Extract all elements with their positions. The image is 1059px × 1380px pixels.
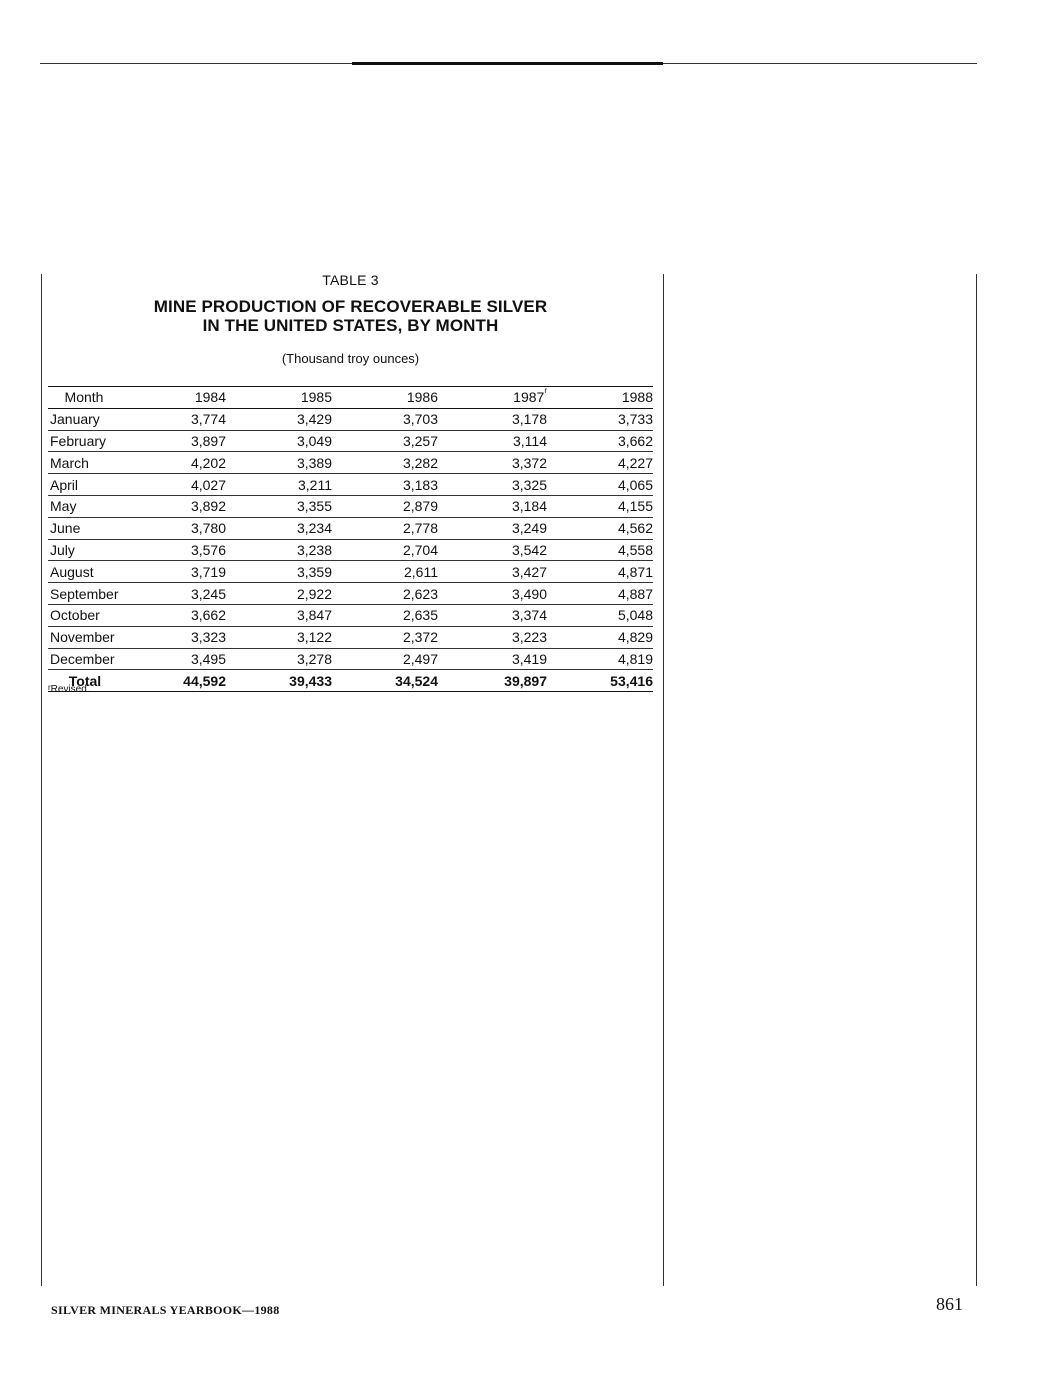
value-cell: 4,155: [547, 495, 653, 517]
table-row: [48, 583, 653, 605]
month-cell: March: [48, 452, 120, 474]
value-cell: 3,490: [438, 583, 547, 605]
value-cell: 4,829: [547, 626, 653, 648]
month-cell: May: [48, 495, 120, 517]
value-cell: 3,211: [226, 474, 332, 496]
month-cell: February: [48, 430, 120, 452]
value-cell: 39,897: [438, 670, 547, 692]
value-cell: 3,359: [226, 561, 332, 583]
value-cell: 3,733: [547, 408, 653, 430]
value-cell: 3,223: [438, 626, 547, 648]
column-rule-right: [976, 274, 977, 1286]
value-cell: 4,558: [547, 539, 653, 561]
production-table: [48, 386, 653, 692]
value-cell: 3,355: [226, 495, 332, 517]
value-cell: 3,892: [120, 495, 226, 517]
header-year-1985: 1985: [226, 387, 332, 409]
header-year-1986: 1986: [332, 387, 438, 409]
value-cell: 2,879: [332, 495, 438, 517]
header-year-1988: 1988: [547, 387, 653, 409]
table-row: [48, 430, 653, 452]
month-cell: August: [48, 561, 120, 583]
value-cell: 3,049: [226, 430, 332, 452]
value-cell: 3,114: [438, 430, 547, 452]
value-cell: 3,897: [120, 430, 226, 452]
month-cell: Total: [48, 670, 120, 692]
value-cell: 3,780: [120, 517, 226, 539]
value-cell: 3,323: [120, 626, 226, 648]
value-cell: 3,245: [120, 583, 226, 605]
value-cell: 3,372: [438, 452, 547, 474]
value-cell: 4,065: [547, 474, 653, 496]
value-cell: 3,495: [120, 648, 226, 670]
value-cell: 3,325: [438, 474, 547, 496]
column-rule-left: [41, 274, 42, 1286]
value-cell: 39,433: [226, 670, 332, 692]
table-row: [48, 604, 653, 626]
month-cell: January: [48, 408, 120, 430]
month-cell: July: [48, 539, 120, 561]
value-cell: 3,542: [438, 539, 547, 561]
table-row: [48, 452, 653, 474]
value-cell: 3,847: [226, 604, 332, 626]
value-cell: 3,278: [226, 648, 332, 670]
value-cell: 2,778: [332, 517, 438, 539]
value-cell: 3,703: [332, 408, 438, 430]
value-cell: 3,257: [332, 430, 438, 452]
value-cell: 4,871: [547, 561, 653, 583]
value-cell: 3,249: [438, 517, 547, 539]
page-number: 861: [936, 1294, 963, 1314]
header-month: Month: [48, 387, 120, 409]
column-rule-middle: [663, 274, 664, 1286]
month-cell: November: [48, 626, 120, 648]
table-row: [48, 539, 653, 561]
table-row: [48, 408, 653, 430]
value-cell: 4,227: [547, 452, 653, 474]
value-cell: 4,202: [120, 452, 226, 474]
table-title-line1: MINE PRODUCTION OF RECOVERABLE SILVER: [153, 297, 548, 316]
value-cell: 3,389: [226, 452, 332, 474]
value-cell: 3,374: [438, 604, 547, 626]
value-cell: 2,497: [332, 648, 438, 670]
value-cell: 3,774: [120, 408, 226, 430]
header-row: [48, 387, 653, 409]
table-row: [48, 626, 653, 648]
value-cell: 3,662: [120, 604, 226, 626]
value-cell: 2,623: [332, 583, 438, 605]
value-cell: 3,238: [226, 539, 332, 561]
value-cell: 4,562: [547, 517, 653, 539]
month-cell: September: [48, 583, 120, 605]
table-row: [48, 474, 653, 496]
value-cell: 3,184: [438, 495, 547, 517]
value-cell: 2,635: [332, 604, 438, 626]
value-cell: 2,372: [332, 626, 438, 648]
value-cell: 3,122: [226, 626, 332, 648]
value-cell: 3,719: [120, 561, 226, 583]
table-title: [48, 297, 653, 335]
table-row: [48, 648, 653, 670]
month-cell: December: [48, 648, 120, 670]
value-cell: 34,524: [332, 670, 438, 692]
value-cell: 3,234: [226, 517, 332, 539]
table-units: (Thousand troy ounces): [281, 351, 420, 366]
total-row: [48, 670, 653, 692]
value-cell: 3,282: [332, 452, 438, 474]
value-cell: 44,592: [120, 670, 226, 692]
value-cell: 3,662: [547, 430, 653, 452]
value-cell: 53,416: [547, 670, 653, 692]
table-heading: [48, 270, 653, 367]
month-cell: October: [48, 604, 120, 626]
top-rule-accent: [352, 62, 663, 65]
value-cell: 3,427: [438, 561, 547, 583]
value-cell: 3,183: [332, 474, 438, 496]
month-cell: April: [48, 474, 120, 496]
value-cell: 2,611: [332, 561, 438, 583]
header-year-1987: 1987$^r$: [438, 387, 547, 409]
value-cell: 4,887: [547, 583, 653, 605]
table-row: [48, 517, 653, 539]
value-cell: 4,027: [120, 474, 226, 496]
value-cell: 2,704: [332, 539, 438, 561]
footnote-text: Revised.: [50, 684, 90, 695]
table-row: [48, 561, 653, 583]
header-year-1984: 1984: [120, 387, 226, 409]
value-cell: 3,178: [438, 408, 547, 430]
value-cell: 5,048: [547, 604, 653, 626]
value-cell: 4,819: [547, 648, 653, 670]
footnote: [48, 684, 90, 695]
month-cell: June: [48, 517, 120, 539]
value-cell: 3,429: [226, 408, 332, 430]
table-row: [48, 495, 653, 517]
footnote-mark: r: [48, 683, 51, 692]
table-title-line2: IN THE UNITED STATES, BY MONTH: [202, 316, 499, 335]
running-footer: SILVER MINERALS YEARBOOK—1988: [51, 1303, 280, 1317]
value-cell: 3,576: [120, 539, 226, 561]
value-cell: 3,419: [438, 648, 547, 670]
value-cell: 2,922: [226, 583, 332, 605]
table-number: TABLE 3: [322, 272, 379, 288]
revised-mark: r: [544, 386, 547, 396]
